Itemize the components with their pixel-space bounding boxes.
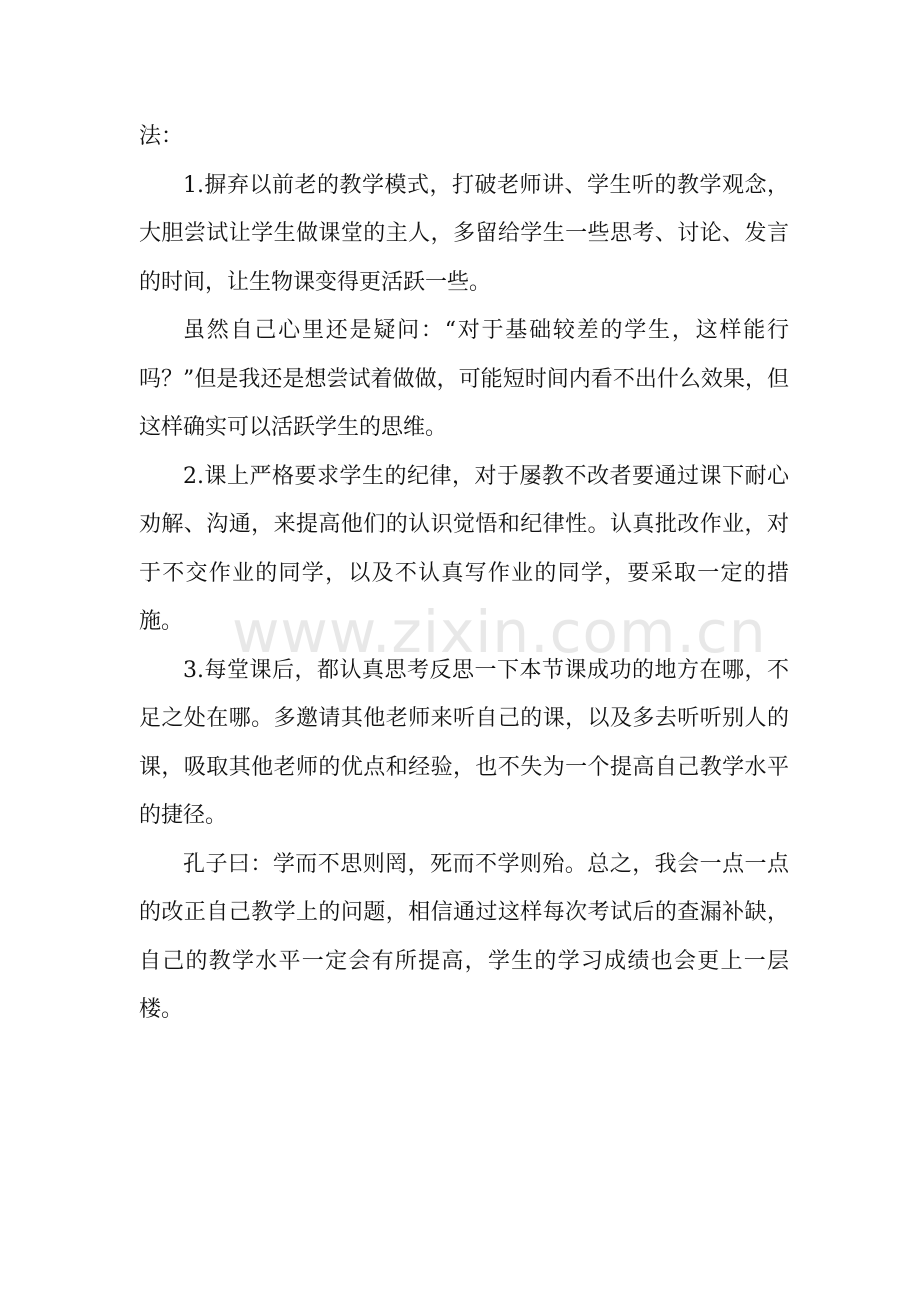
paragraph-conclusion: 孔子曰：学而不思则罔，死而不学则殆。总之，我会一点一点的改正自己教学上的问题，相信通过这样每次考试后的查漏补缺，自己的教学水平一定会有所提高，学生的学习成绩也会更上一层楼。: [139, 851, 789, 1022]
paragraph-item-1: 1.摒弃以前老的教学模式，打破老师讲、学生听的教学观念，大胆尝试让学生做课堂的主人，多留给学生一些思考、讨论、发言的时间，让生物课变得更活跃一些。: [139, 172, 789, 295]
paragraph-continuation: 法：: [139, 124, 184, 149]
paragraph-item-2: 2.课上严格要求学生的纪律，对于屡教不改者要通过课下耐心劝解、沟通，来提高他们的认识觉悟和纪律性。认真批改作业，对于不交作业的同学，以及不认真写作业的同学，要采取一定的措施。: [139, 463, 789, 634]
paragraph-item-3: 3.每堂课后，都认真思考反思一下本节课成功的地方在哪，不足之处在哪。多邀请其他老师来听自己的课，以及多去听听别人的课，吸取其他老师的优点和经验，也不失为一个提高自己教学水平的捷径。: [139, 657, 789, 828]
document-body: [139, 113, 789, 1035]
paragraph-doubt: 虽然自己心里还是疑问：“对于基础较差的学生，这样能行吗？”但是我还是想尝试着做做，可能短时间内看不出什么效果，但这样确实可以活跃学生的思维。: [139, 318, 789, 440]
watermark-text: www.zixin.com.cn: [232, 598, 767, 666]
